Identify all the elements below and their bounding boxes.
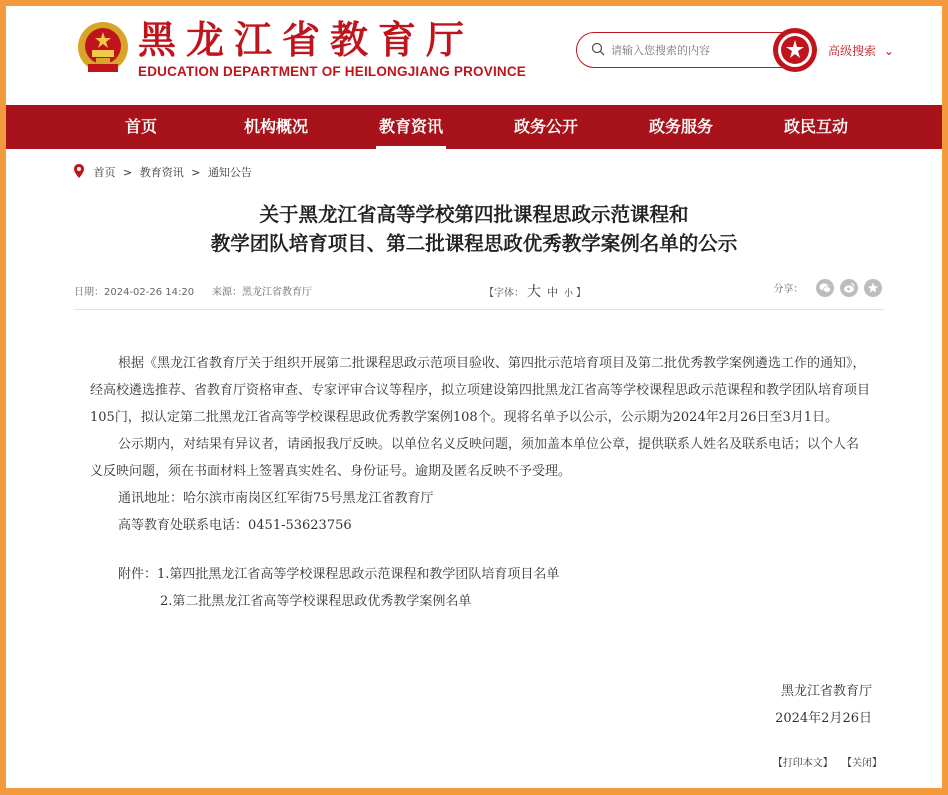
search-input[interactable] xyxy=(611,41,761,59)
page-frame xyxy=(6,6,942,788)
party-seal-icon xyxy=(772,27,818,73)
advanced-search-label: 高级搜索 xyxy=(828,44,877,58)
font-size-bracket: 】 xyxy=(576,288,587,299)
signature-org: 黑龙江省教育厅 xyxy=(780,684,872,699)
signature-date: 2024年2月26日 xyxy=(775,711,872,726)
font-small-button[interactable]: 小 xyxy=(564,289,574,299)
search-box xyxy=(576,32,804,68)
breadcrumb-home[interactable]: 首页 xyxy=(93,166,116,179)
font-size-control xyxy=(484,281,586,301)
meta-divider xyxy=(74,309,884,310)
advanced-search-link[interactable] xyxy=(828,42,894,59)
article-title-line2: 教学团队培育项目、第二批课程思政优秀教学案例名单的公示 xyxy=(210,232,738,255)
breadcrumb-notices[interactable]: 通知公告 xyxy=(207,166,252,179)
font-size-label: 【字体： xyxy=(484,288,524,299)
close-button[interactable]: 【关闭】 xyxy=(842,758,882,769)
contact-address: 通讯地址：哈尔滨市南岗区红军街75号黑龙江省教育厅 xyxy=(118,491,434,506)
site-header xyxy=(6,6,942,105)
location-pin-icon xyxy=(74,164,84,178)
site-logo-subtitle: EDUCATION DEPARTMENT OF HEILONGJIANG PROVINCE xyxy=(138,64,527,79)
nav-item-gov-services[interactable]: 政务服务 xyxy=(648,117,713,136)
nav-item-news[interactable]: 教育资讯 xyxy=(356,105,466,149)
breadcrumb xyxy=(74,164,252,180)
main-nav xyxy=(6,105,942,149)
print-button[interactable]: 【打印本文】 xyxy=(772,758,833,769)
article-meta xyxy=(74,283,882,303)
attachment-link-2[interactable]: 2.第二批黑龙江省高等学校课程思政优秀教学案例名单 xyxy=(160,594,472,609)
national-emblem-icon xyxy=(74,20,132,78)
font-large-button[interactable]: 大 xyxy=(527,284,541,300)
article-actions xyxy=(706,754,882,769)
search-icon[interactable] xyxy=(591,42,605,56)
font-medium-button[interactable]: 中 xyxy=(547,286,558,299)
body-paragraph: 公示期内，对结果有异议者，请函报我厅反映。以单位名义反映问题，须加盖本单位公章，提供联系人姓名及联系电话；以个人名义反映问题，须在书面材料上签署真实姓名、身份证号。逾期及匿名反映不予受理。 xyxy=(90,437,860,479)
weibo-share-icon[interactable] xyxy=(840,279,858,297)
article-body xyxy=(90,350,870,615)
contact-phone: 高等教育处联系电话：0451-53623756 xyxy=(118,518,352,533)
body-paragraph: 根据《黑龙江省教育厅关于组织开展第二批课程思政示范项目验收、第四批示范培育项目及第二批优秀教学案例遴选工作的通知》，经高校遴选推荐、省教育厅资格审查、专家评审合议等程序，拟立项建设第四批黑龙江省高等学校课程思政示范课程和教学团队培育项目105门，拟认定第二批黑龙江省高等学校课程思政优秀教学案例108个。现将名单予以公示，公示期为2024年2月26日至3月1日。 xyxy=(90,356,871,425)
nav-item-about[interactable]: 机构概况 xyxy=(243,117,308,136)
publish-date: 日期：2024-02-26 14:20 xyxy=(74,287,195,298)
share-label: 分享： xyxy=(773,284,804,295)
article-title-line1: 关于黑龙江省高等学校第四批课程思政示范课程和 xyxy=(259,203,689,226)
favorite-star-icon[interactable] xyxy=(864,279,882,297)
chevron-down-icon: ⌄ xyxy=(883,44,894,58)
nav-item-interaction[interactable]: 政民互动 xyxy=(783,117,848,136)
nav-item-home[interactable]: 首页 xyxy=(124,117,157,136)
attachment-link-1[interactable]: 附件：1.第四批黑龙江省高等学校课程思政示范课程和教学团队培育项目名单 xyxy=(118,567,560,582)
wechat-share-icon[interactable] xyxy=(816,279,834,297)
article-source: 来源：黑龙江省教育厅 xyxy=(212,287,312,298)
nav-item-gov-affairs[interactable]: 政务公开 xyxy=(513,117,578,136)
share-bar xyxy=(773,279,882,300)
article-title xyxy=(66,200,882,258)
breadcrumb-separator: > xyxy=(123,166,133,179)
site-logo-title: 黑龙江省教育厅 xyxy=(138,17,475,62)
breadcrumb-separator: > xyxy=(191,166,201,179)
signature-block xyxy=(606,678,872,732)
spacer xyxy=(90,539,870,561)
breadcrumb-news[interactable]: 教育资讯 xyxy=(139,166,184,179)
